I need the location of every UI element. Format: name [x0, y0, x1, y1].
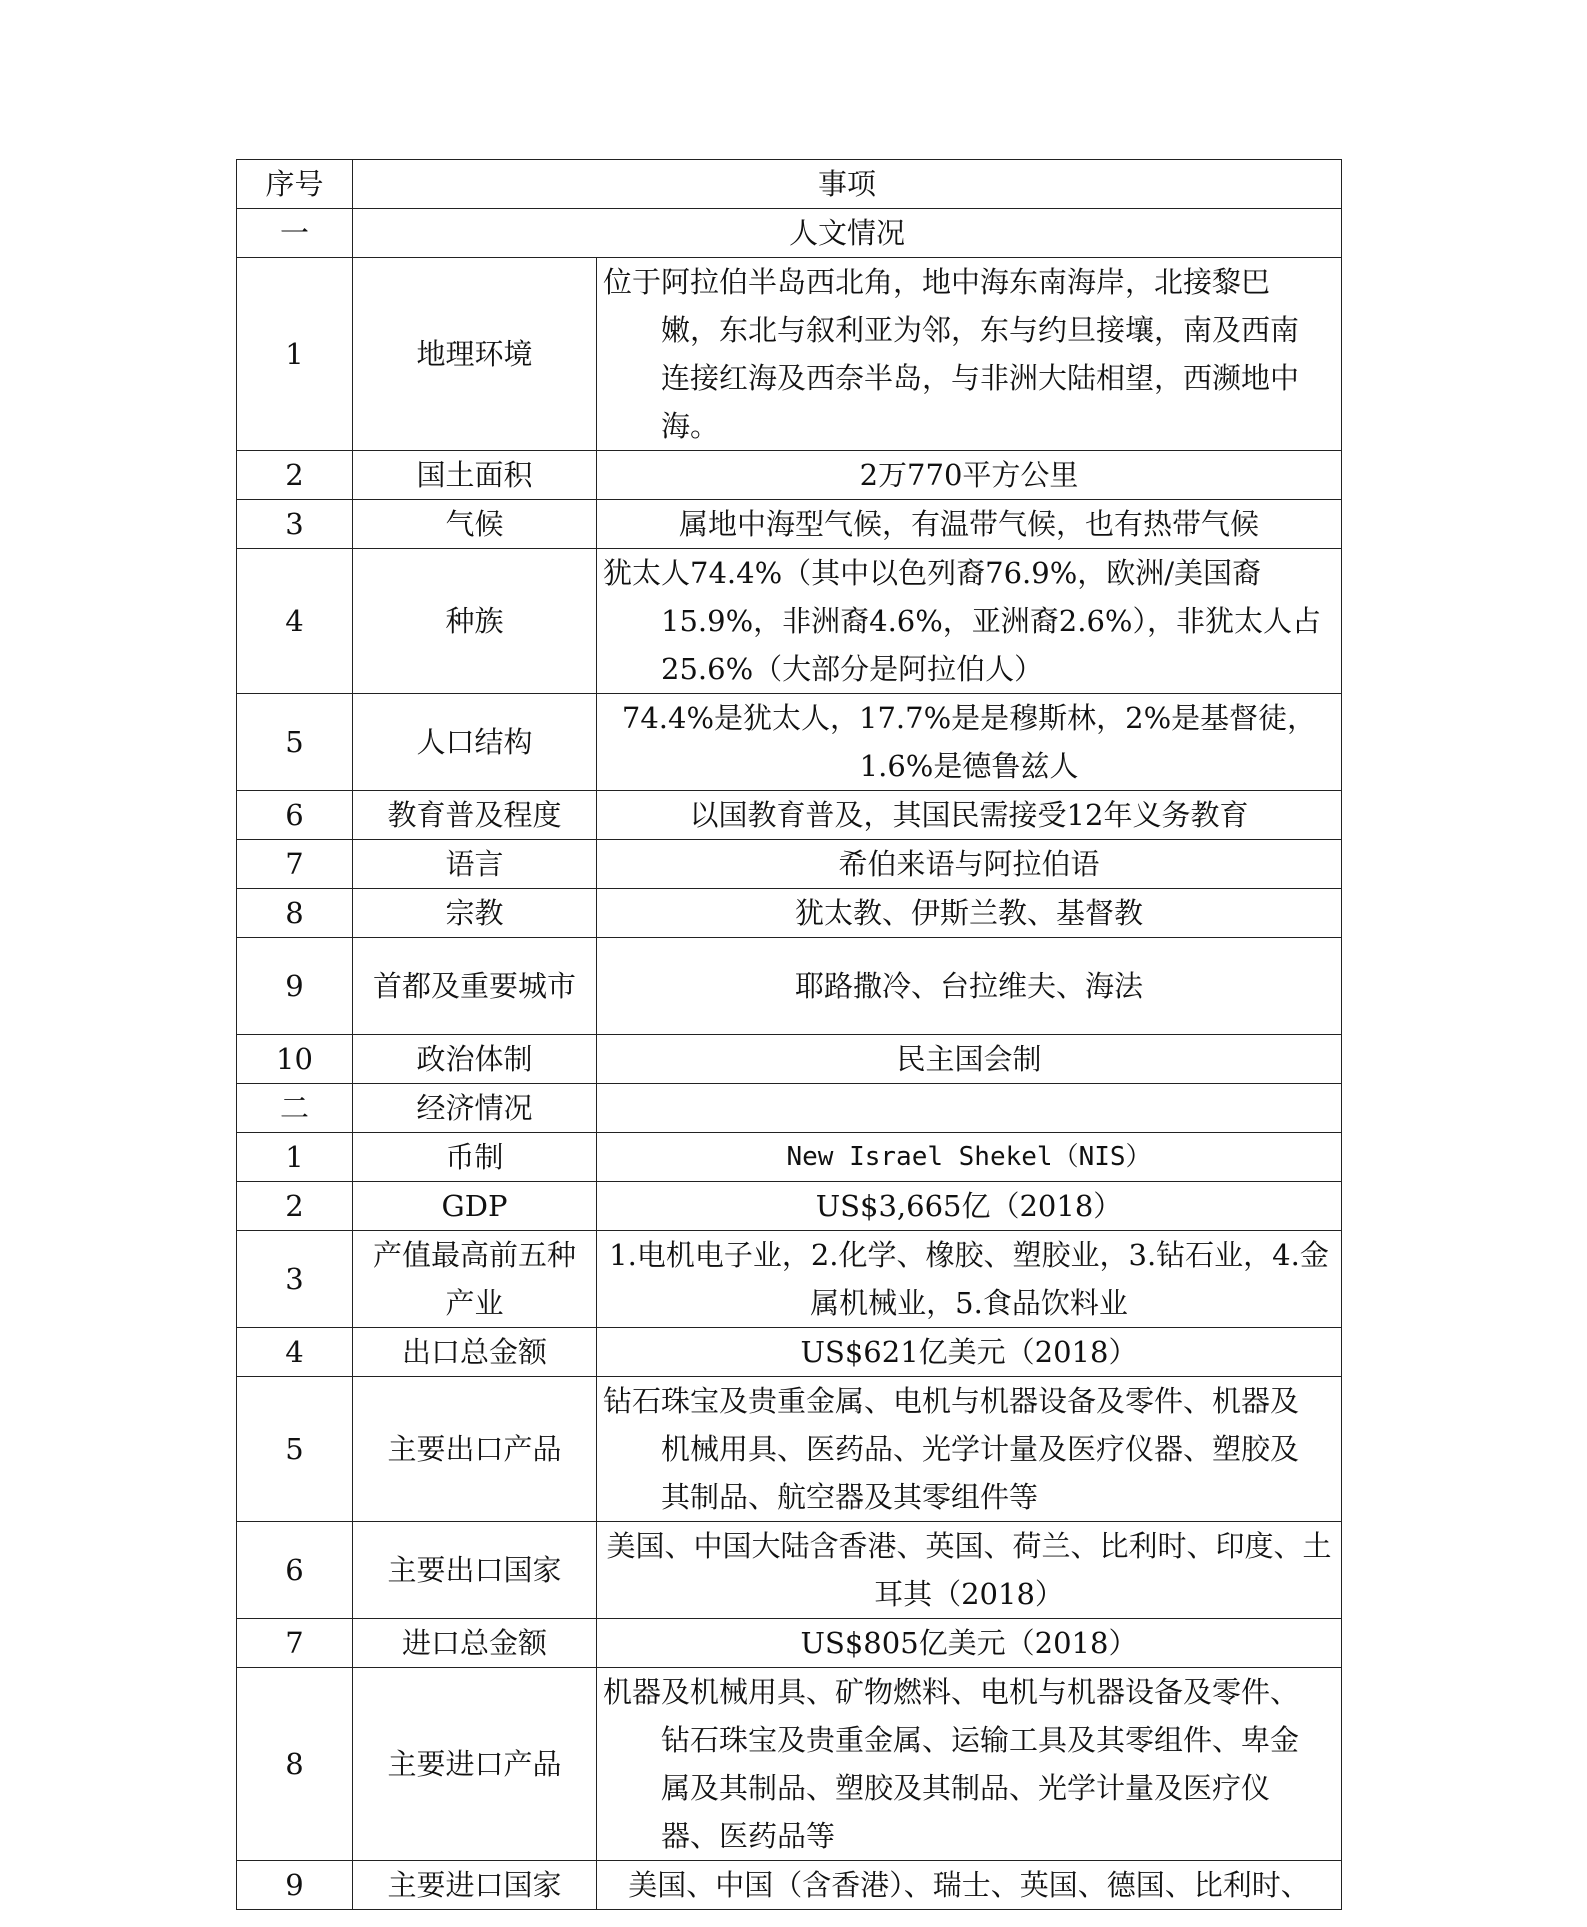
- table-row: [237, 791, 1342, 840]
- table-row: [237, 889, 1342, 938]
- table-row: [237, 1522, 1342, 1619]
- row-seq: 9: [237, 938, 353, 1035]
- row-seq: 2: [237, 1182, 353, 1231]
- row-desc: 美国、中国（含香港）、瑞士、英国、德国、比利时、: [597, 1861, 1342, 1910]
- row-seq: 9: [237, 1861, 353, 1910]
- section-title: 人文情况: [353, 209, 1342, 258]
- row-desc: 位于阿拉伯半岛西北角，地中海东南海岸，北接黎巴嫩，东北与叙利亚为邻，东与约旦接壤，南及西南连接红海及西奈半岛，与非洲大陆相望，西濒地中海。: [597, 258, 1342, 451]
- row-item: 宗教: [353, 889, 597, 938]
- section-row-economy: [237, 1084, 1342, 1133]
- row-seq: 7: [237, 1619, 353, 1668]
- row-item: 政治体制: [353, 1035, 597, 1084]
- row-seq: 3: [237, 1231, 353, 1328]
- row-item: 产值最高前五种产业: [353, 1231, 597, 1328]
- table-row: [237, 451, 1342, 500]
- row-item: 出口总金额: [353, 1328, 597, 1377]
- table-row: [237, 1861, 1342, 1910]
- row-desc: 1.电机电子业，2.化学、橡胶、塑胶业，3.钻石业，4.金属机械业，5.食品饮料业: [597, 1231, 1342, 1328]
- row-seq: 6: [237, 1522, 353, 1619]
- row-seq: 4: [237, 1328, 353, 1377]
- row-item: 人口结构: [353, 694, 597, 791]
- section-title: 经济情况: [353, 1084, 597, 1133]
- section-seq: 二: [237, 1084, 353, 1133]
- row-desc: US$3,665亿（2018）: [597, 1182, 1342, 1231]
- row-seq: 4: [237, 549, 353, 694]
- table-row: [237, 500, 1342, 549]
- section-row-humanities: [237, 209, 1342, 258]
- row-item: 进口总金额: [353, 1619, 597, 1668]
- row-desc: 犹太人74.4%（其中以色列裔76.9%，欧洲/美国裔15.9%，非洲裔4.6%，亚洲裔2.6%），非犹太人占25.6%（大部分是阿拉伯人）: [597, 549, 1342, 694]
- row-seq: 1: [237, 258, 353, 451]
- row-seq: 8: [237, 889, 353, 938]
- row-item: 地理环境: [353, 258, 597, 451]
- table-row: [237, 1182, 1342, 1231]
- row-seq: 7: [237, 840, 353, 889]
- row-desc: 钻石珠宝及贵重金属、电机与机器设备及零件、机器及机械用具、医药品、光学计量及医疗仪器、塑胶及其制品、航空器及其零组件等: [597, 1377, 1342, 1522]
- row-item: 主要出口产品: [353, 1377, 597, 1522]
- row-desc: 耶路撒冷、台拉维夫、海法: [597, 938, 1342, 1035]
- table-row: [237, 1377, 1342, 1522]
- table-row: [237, 1133, 1342, 1182]
- row-desc: 希伯来语与阿拉伯语: [597, 840, 1342, 889]
- row-item: 气候: [353, 500, 597, 549]
- row-desc: 机器及机械用具、矿物燃料、电机与机器设备及零件、钻石珠宝及贵重金属、运输工具及其零组件、卑金属及其制品、塑胶及其制品、光学计量及医疗仪器、医药品等: [597, 1668, 1342, 1861]
- table-row: [237, 1035, 1342, 1084]
- row-seq: 3: [237, 500, 353, 549]
- row-desc: US$805亿美元（2018）: [597, 1619, 1342, 1668]
- header-row: [237, 160, 1342, 209]
- row-seq: 10: [237, 1035, 353, 1084]
- table-row: [237, 938, 1342, 1035]
- table-row: [237, 1619, 1342, 1668]
- section-seq: 一: [237, 209, 353, 258]
- row-item: 主要进口国家: [353, 1861, 597, 1910]
- table-row: [237, 694, 1342, 791]
- row-item: 主要进口产品: [353, 1668, 597, 1861]
- row-item: 币制: [353, 1133, 597, 1182]
- row-desc: 犹太教、伊斯兰教、基督教: [597, 889, 1342, 938]
- row-item: 教育普及程度: [353, 791, 597, 840]
- row-item: 国土面积: [353, 451, 597, 500]
- header-seq: 序号: [237, 160, 353, 209]
- row-desc: 74.4%是犹太人，17.7%是是穆斯林，2%是基督徒，1.6%是德鲁兹人: [597, 694, 1342, 791]
- row-desc: 属地中海型气候，有温带气候，也有热带气候: [597, 500, 1342, 549]
- row-item: 首都及重要城市: [353, 938, 597, 1035]
- row-seq: 5: [237, 1377, 353, 1522]
- row-desc: 民主国会制: [597, 1035, 1342, 1084]
- row-desc: US$621亿美元（2018）: [597, 1328, 1342, 1377]
- header-item: 事项: [353, 160, 1342, 209]
- row-desc: 2万770平方公里: [597, 451, 1342, 500]
- row-seq: 6: [237, 791, 353, 840]
- table-row: [237, 549, 1342, 694]
- table-row: [237, 1231, 1342, 1328]
- row-item: GDP: [353, 1182, 597, 1231]
- row-item: 主要出口国家: [353, 1522, 597, 1619]
- table-row: [237, 1668, 1342, 1861]
- row-desc: 美国、中国大陆含香港、英国、荷兰、比利时、印度、土耳其（2018）: [597, 1522, 1342, 1619]
- row-seq: 2: [237, 451, 353, 500]
- row-item: 种族: [353, 549, 597, 694]
- country-info-table: [236, 159, 1342, 1910]
- table-row: [237, 840, 1342, 889]
- row-seq: 8: [237, 1668, 353, 1861]
- table-row: [237, 1328, 1342, 1377]
- section-desc: [597, 1084, 1342, 1133]
- row-item: 语言: [353, 840, 597, 889]
- row-desc: 以国教育普及，其国民需接受12年义务教育: [597, 791, 1342, 840]
- table-row: [237, 258, 1342, 451]
- row-seq: 1: [237, 1133, 353, 1182]
- row-seq: 5: [237, 694, 353, 791]
- row-desc: New Israel Shekel（NIS）: [597, 1133, 1342, 1182]
